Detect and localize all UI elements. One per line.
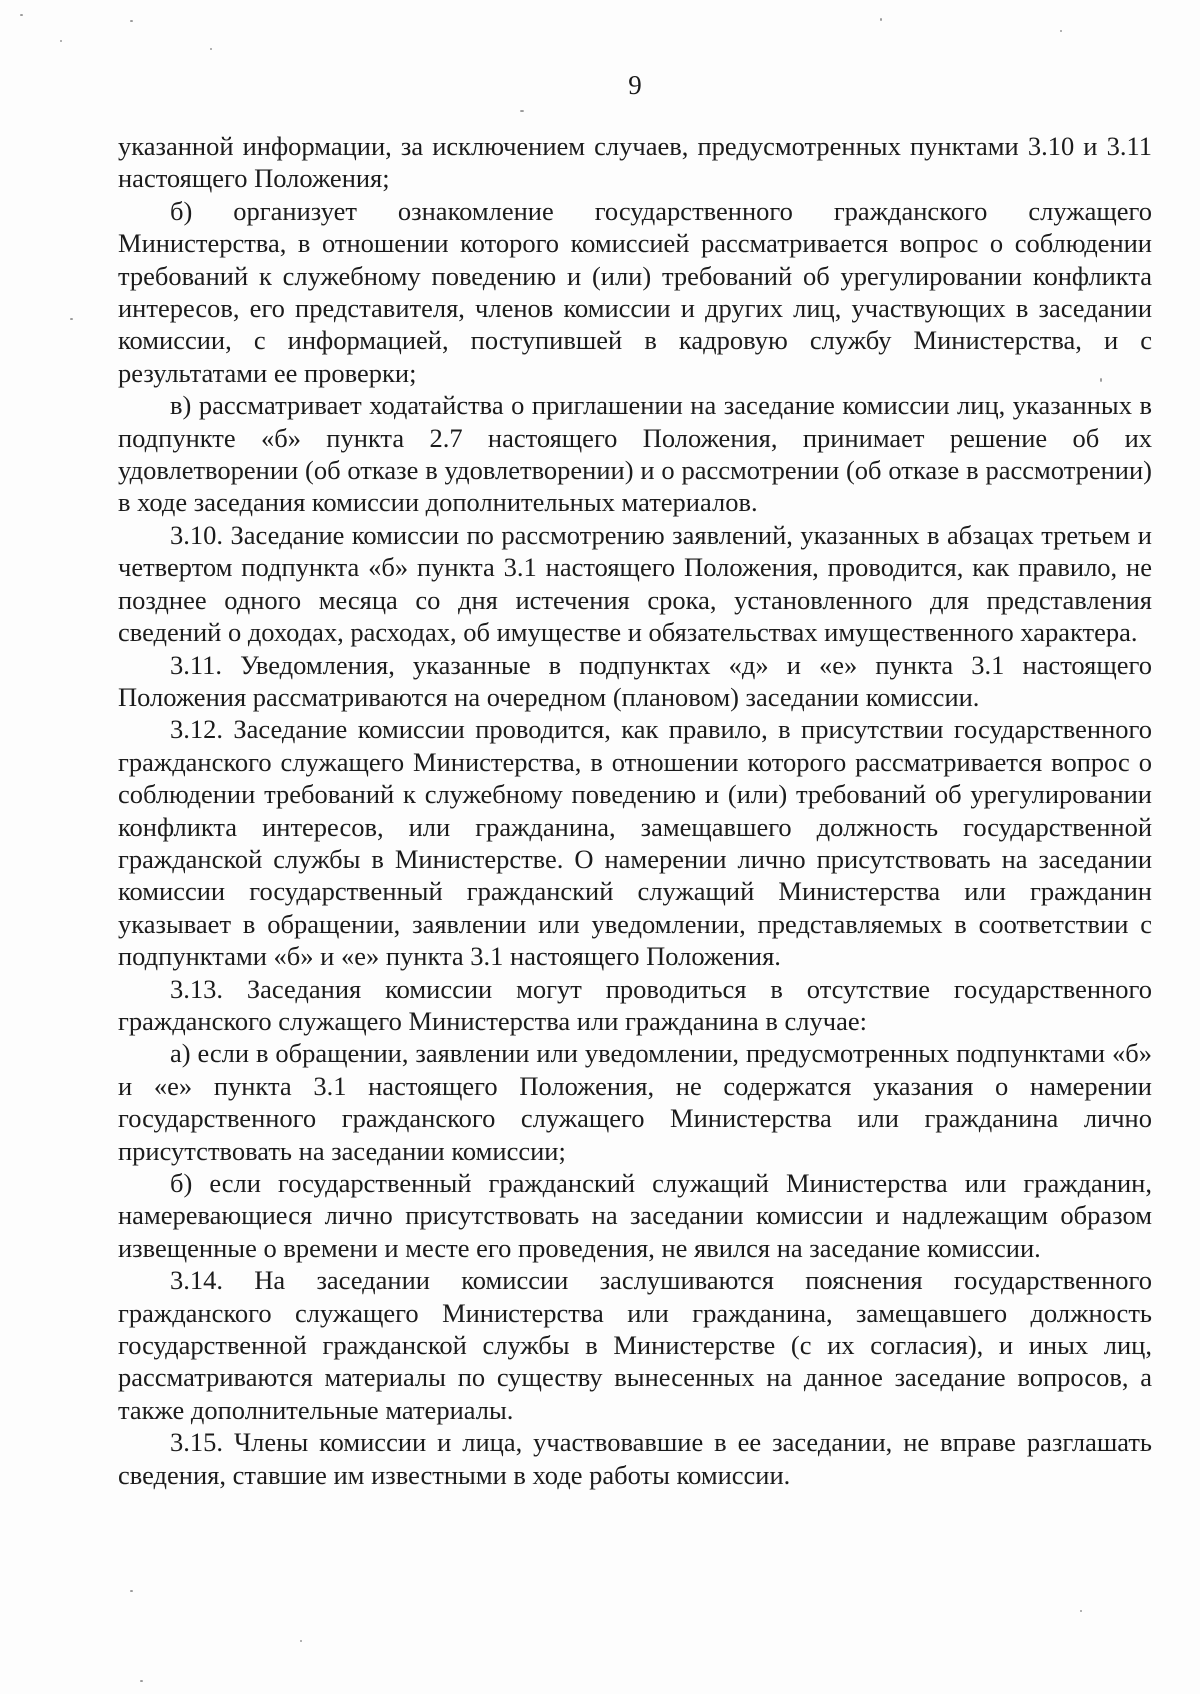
scan-speck <box>1080 1610 1082 1612</box>
page-number: 9 <box>628 70 642 100</box>
paragraph: а) если в обращении, заявлении или уведомлении, предусмотренных подпунктами «б» и «е» пункта 3.1 настоящего Положения, не содержатся указания о намерении государственного гражданского служащего Министерства или гражданина лично присутствовать на заседании комиссии; <box>118 1038 1152 1166</box>
paragraph: 3.11. Уведомления, указанные в подпунктах «д» и «е» пункта 3.1 настоящего Положения рассматриваются на очередном (плановом) заседании комиссии. <box>118 649 1152 712</box>
paragraph: 3.10. Заседание комиссии по рассмотрению заявлений, указанных в абзацах третьем и четвертом подпункта «б» пункта 3.1 настоящего Положения, проводится, как правило, не позднее одного месяца со дня истечения срока, установленного для представления сведений о доходах, расходах, об имуществе и обязательствах имущественного характера. <box>118 519 1152 648</box>
scan-speck <box>520 110 524 112</box>
paragraph: в) рассматривает ходатайства о приглашении на заседание комиссии лиц, указанных в подпункте «б» пункта 2.7 настоящего Положения, принимает решение об их удовлетворении (об отказе в удовлетворении) и о рассмотрении (об отказе в рассмотрении) в ходе заседания комиссии дополнительных материалов. <box>118 390 1152 518</box>
document-body <box>118 130 1152 1491</box>
scan-speck <box>60 40 62 42</box>
scan-speck <box>20 14 23 16</box>
scan-speck <box>130 1590 133 1592</box>
paragraph: 3.15. Члены комиссии и лица, участвовавшие в ее заседании, не вправе разглашать сведения, ставшие им известными в ходе работы комиссии. <box>118 1427 1152 1490</box>
scan-speck <box>300 1640 302 1642</box>
paragraph: 3.12. Заседание комиссии проводится, как правило, в присутствии государственного гражданского служащего Министерства, в отношении которого рассматривается вопрос о соблюдении требований к служебному поведению и (или) требований об урегулировании конфликта интересов, или гражданина, замещавшего должность государственной гражданской службы в Министерстве. О намерении лично присутствовать на заседании комиссии государственный гражданский служащий Министерства или гражданин указывает в обращении, заявлении или уведомлении, представляемых в соответствии с подпунктами «б» и «е» пункта 3.1 настоящего Положения. <box>118 714 1152 972</box>
paragraph: 3.14. На заседании комиссии заслушиваются пояснения государственного гражданского служащего Министерства или гражданина, замещавшего должность государственной гражданской службы в Министерстве (с их согласия), и иных лиц, рассматриваются материалы по существу вынесенных на данное заседание вопросов, а также дополнительные материалы. <box>118 1265 1152 1425</box>
paragraph: 3.13. Заседания комиссии могут проводиться в отсутствие государственного гражданского служащего Министерства или гражданина в случае: <box>118 973 1152 1036</box>
paragraph: указанной информации, за исключением случаев, предусмотренных пунктами 3.10 и 3.11 настоящего Положения; <box>118 131 1152 194</box>
scan-speck <box>880 18 882 21</box>
scan-speck <box>130 20 133 22</box>
paragraph: б) организует ознакомление государственного гражданского служащего Министерства, в отношении которого комиссией рассматривается вопрос о соблюдении требований к служебному поведению и (или) требований об урегулировании конфликта интересов, его представителя, членов комиссии и других лиц, участвующих в заседании комиссии, с информацией, поступившей в кадровую службу Министерства, и с результатами ее проверки; <box>118 195 1152 388</box>
scan-speck <box>140 1680 143 1682</box>
paragraph: б) если государственный гражданский служащий Министерства или гражданин, намеревающиеся лично присутствовать на заседании комиссии и надлежащим образом извещенные о времени и месте его проведения, не явился на заседание комиссии. <box>118 1168 1152 1263</box>
scan-speck <box>1060 30 1062 32</box>
scan-speck <box>70 318 73 320</box>
scan-speck <box>210 48 212 50</box>
